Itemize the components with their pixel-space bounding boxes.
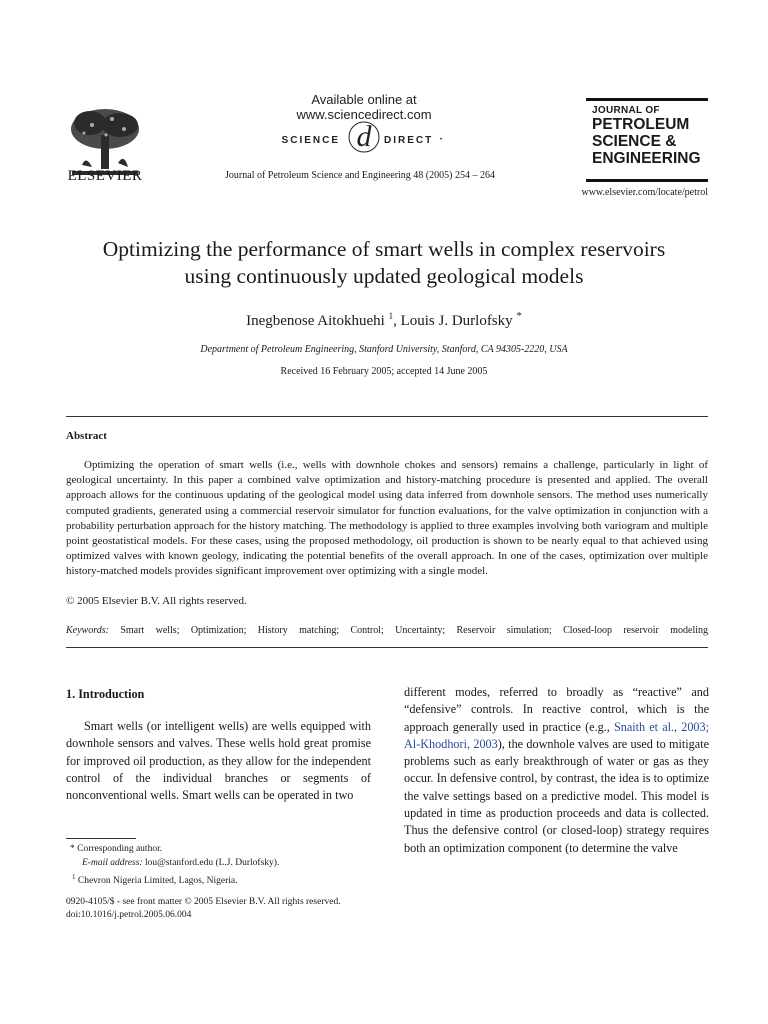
journal-logo-line3: SCIENCE & — [592, 133, 677, 150]
footnote-affiliation-text: Chevron Nigeria Limited, Lagos, Nigeria. — [77, 876, 238, 887]
journal-logo-line4: ENGINEERING — [592, 150, 701, 167]
journal-logo — [586, 98, 708, 182]
front-matter — [66, 896, 341, 922]
affiliation: Department of Petroleum Engineering, Stanford University, Stanford, CA 94305-2220, USA — [200, 344, 568, 355]
sd-logo-left: SCIENCE — [281, 135, 340, 146]
title-line-2: using continuously updated geological models — [184, 264, 584, 288]
footnote-divider — [66, 838, 136, 839]
abstract-text: Optimizing the operation of smart wells (i.e., wells with downhole chokes and sensors) remains a challenge, particularly in light of geological uncertainty. In this paper a combined valve optimization and history-matching procedure is presented and applied. The overall approach allows for the continuous updating of the geological model using data inferred from downhole sensors. The method uses numerically computed gradients, generated using a commercial reservoir simulator for function evaluations, for the valve optimization in conjunction with a probability perturbation approach for the history matching. The methodology is applied to three examples involving both variogram and multiple point geostatistical models. For these cases, using the proposed methodology, oil production is shown to be nearly equal to that achieved using optimized valves with known geology, indicating the potential benefits of the overall approach. In one of the cases, optimization over multiple history-matched models provides significant improvement over optimizing with a single model. — [66, 459, 708, 578]
footnote-star: * — [70, 844, 75, 854]
email-label: E-mail address: — [82, 858, 143, 868]
front-matter-line: 0920-4105/$ - see front matter © 2005 Elsevier B.V. All rights reserved. — [66, 897, 341, 907]
keywords-list: Smart wells; Optimization; History matching; Control; Uncertainty; Reservoir simulation; Closed-loop reservoir modeling — [120, 625, 709, 636]
top-divider — [66, 416, 708, 417]
footnote-email — [82, 857, 402, 870]
journal-url[interactable]: www.elsevier.com/locate/petrol — [581, 187, 708, 198]
title-line-1: Optimizing the performance of smart wells in complex reservoirs — [102, 237, 666, 261]
citation-link[interactable]: Snaith et al., 2003; Al-Khodhori, 2003 — [404, 719, 709, 751]
right-text-1: different modes, referred to broadly as “reactive” and “defensive” controls. In reactive control, which is the approach generally used in practice (e.g., — [404, 685, 709, 734]
author-2-mark: * — [516, 310, 522, 322]
doi[interactable]: doi:10.1016/j.petrol.2005.06.004 — [66, 910, 192, 920]
footnote-corresponding-text: Corresponding author. — [77, 844, 163, 854]
footnote-corresponding — [66, 843, 386, 856]
email-value[interactable]: lou@stanford.edu (L.J. Durlofsky). — [144, 858, 280, 868]
author-1-mark: 1 — [388, 311, 394, 321]
sd-logo-d: d — [356, 120, 372, 153]
right-text-2: ), the downhole valves are used to mitigate problems such as early breakthrough of water or gas as they occur. In defensive control, by contrast, the idea is to optimize the valve settings based on a predictive model. This model is updated in time as production proceeds and data is collected. Thus the defensive control (or closed-loop) strategy requires both an optimization component (to determine the valve — [404, 736, 709, 855]
footnote-1-mark: 1 — [72, 873, 76, 881]
author-2[interactable]: Louis J. Durlofsky — [400, 313, 513, 329]
journal-logo-line1: JOURNAL OF — [592, 105, 660, 116]
sd-logo-dot: • — [440, 137, 443, 143]
intro-left-paragraph: Smart wells (or intelligent wells) are wells equipped with downhole sensors and valves. These wells hold great promise for improved oil production, as they allow for the independent control of the individual branches or segments of nonconventional wells. Smart wells can be operated in two — [66, 719, 371, 803]
publisher-name: ELSEVIER — [67, 168, 143, 184]
keywords — [66, 625, 708, 636]
author-sep: , — [393, 313, 401, 329]
section-heading: 1. Introduction — [66, 687, 145, 701]
sd-logo-right: DIRECT — [384, 135, 434, 146]
received-dates: Received 16 February 2005; accepted 14 June 2005 — [280, 366, 488, 377]
journal-citation: Journal of Petroleum Science and Engineering 48 (2005) 254 – 264 — [225, 170, 495, 181]
abstract-copyright: © 2005 Elsevier B.V. All rights reserved. — [66, 595, 247, 607]
intro-right-paragraph — [404, 684, 709, 857]
abstract-heading: Abstract — [66, 430, 107, 442]
sciencedirect-logo — [244, 112, 484, 160]
available-online-text[interactable]: Available online at www.sciencedirect.com — [296, 92, 432, 122]
keywords-label: Keywords: — [66, 625, 109, 636]
authors — [100, 310, 668, 330]
author-1[interactable]: Inegbenose Aitokhuehi — [246, 313, 385, 329]
footnote-affiliation — [66, 871, 386, 888]
bottom-divider — [66, 647, 708, 648]
article-title — [40, 236, 728, 290]
journal-logo-line2: PETROLEUM — [592, 116, 690, 133]
